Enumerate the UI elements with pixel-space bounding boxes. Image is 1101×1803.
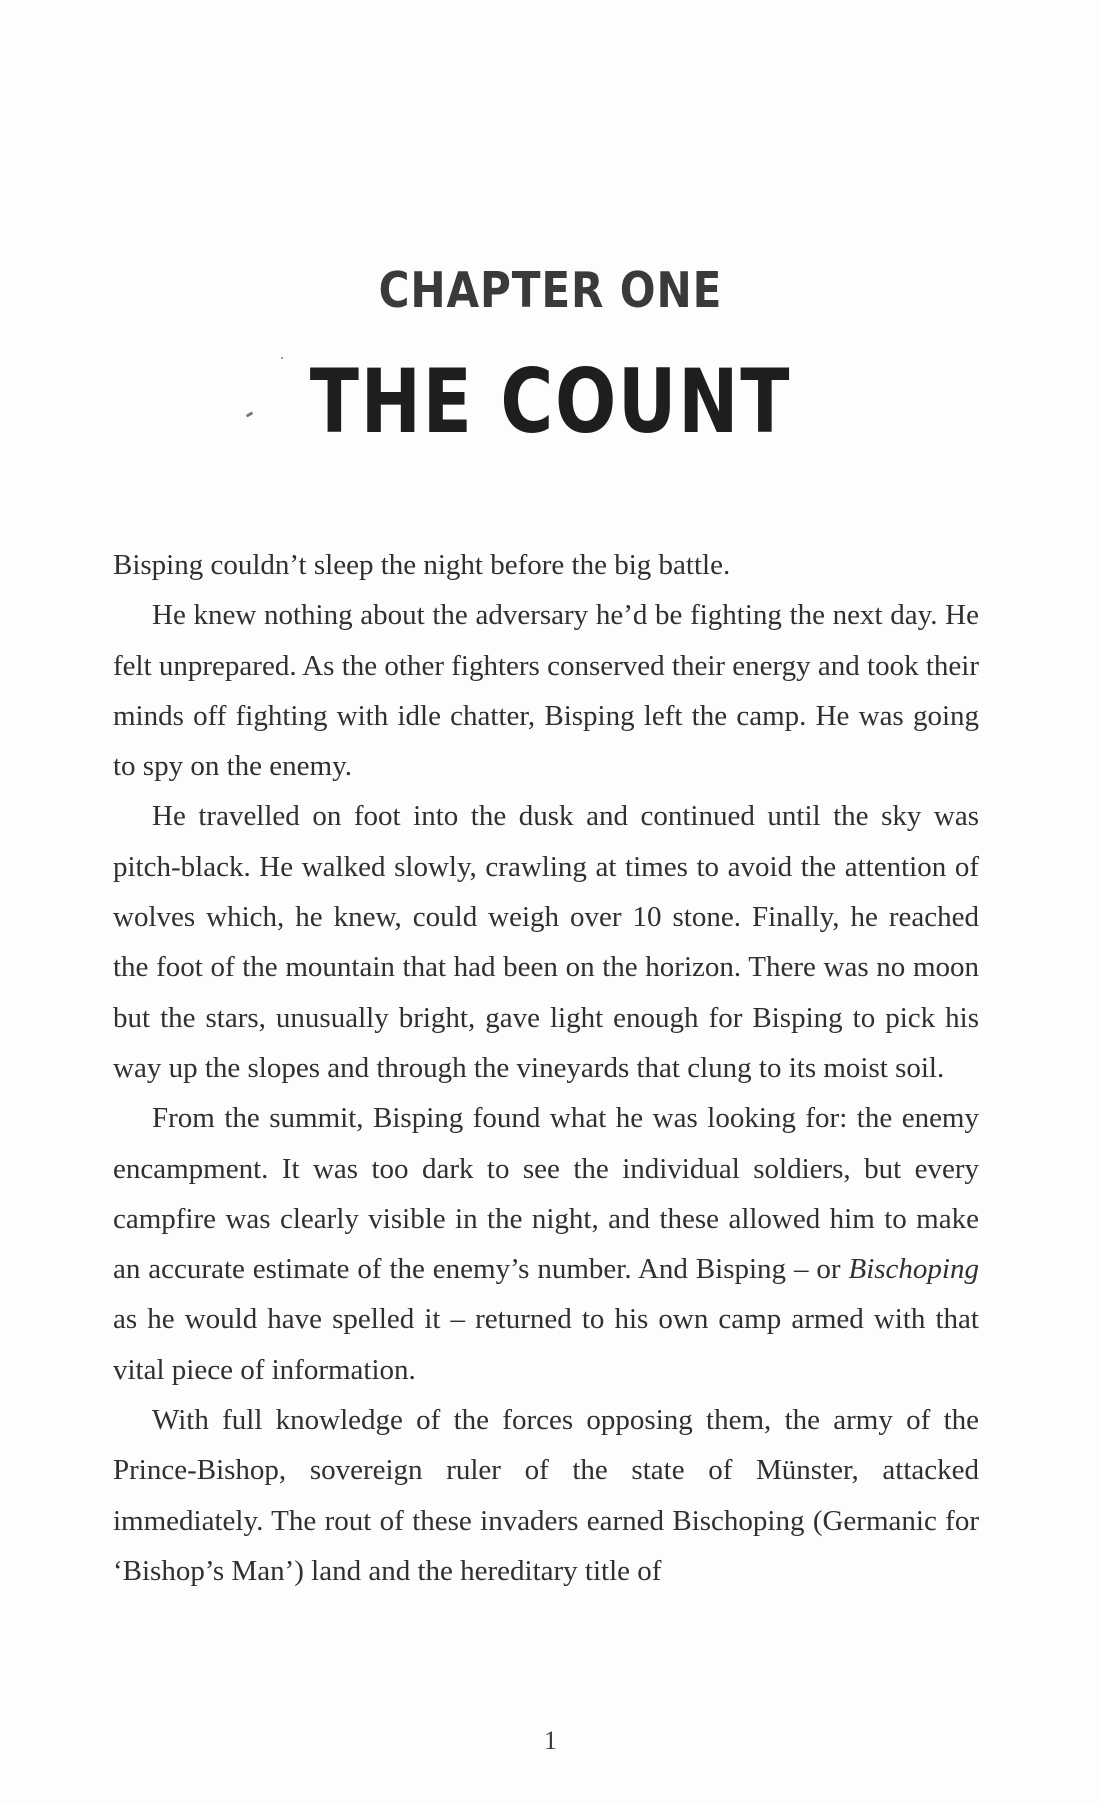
chapter-title: THE COUNT — [309, 350, 792, 453]
chapter-label: CHAPTER ONE — [378, 262, 723, 319]
paragraph: He knew nothing about the adversary he’d be fighting the next day. He felt unprepared. As the other fighters conserved their energy and took their minds off fighting with idle chatter, Bisping left the camp. He was going to spy on the enemy. — [113, 599, 979, 783]
page-number: 1 — [544, 1726, 557, 1755]
paragraph: He travelled on foot into the dusk and continued until the sky was pitch-black. He walked slowly, crawling at times to avoid the attention of wolves which, he knew, could weigh over 10 stone. Finally, he reached the foot of the mountain that had been on the horizon. There was no moon but the stars, unusually bright, gave light enough for Bisping to pick his way up the slopes and through the vineyards that clung to its moist soil. — [113, 800, 979, 1084]
chapter-body — [113, 540, 979, 1596]
paragraph — [113, 1093, 979, 1395]
paragraph-text: as he would have spelled it – returned to his own camp armed with that vital piece of information. — [113, 1303, 979, 1386]
italic-term: Bischoping — [848, 1253, 979, 1286]
paragraph: Bisping couldn’t sleep the night before the big battle. — [113, 549, 731, 581]
paragraph-text: From the summit, Bisping found what he was looking for: the enemy encampment. It was too dark to see the individual soldiers, but every campfire was clearly visible in the night, and these allowed him to make an accurate estimate of the enemy’s number. And Bisping – or — [113, 1102, 979, 1286]
paragraph: With full knowledge of the forces opposing them, the army of the Prince-Bishop, sovereign ruler of the state of Münster, attacked immediately. The rout of these invaders earned Bischoping (Germanic for ‘Bishop’s Man’) land and the hereditary title of — [113, 1404, 979, 1587]
print-speck — [281, 357, 283, 359]
